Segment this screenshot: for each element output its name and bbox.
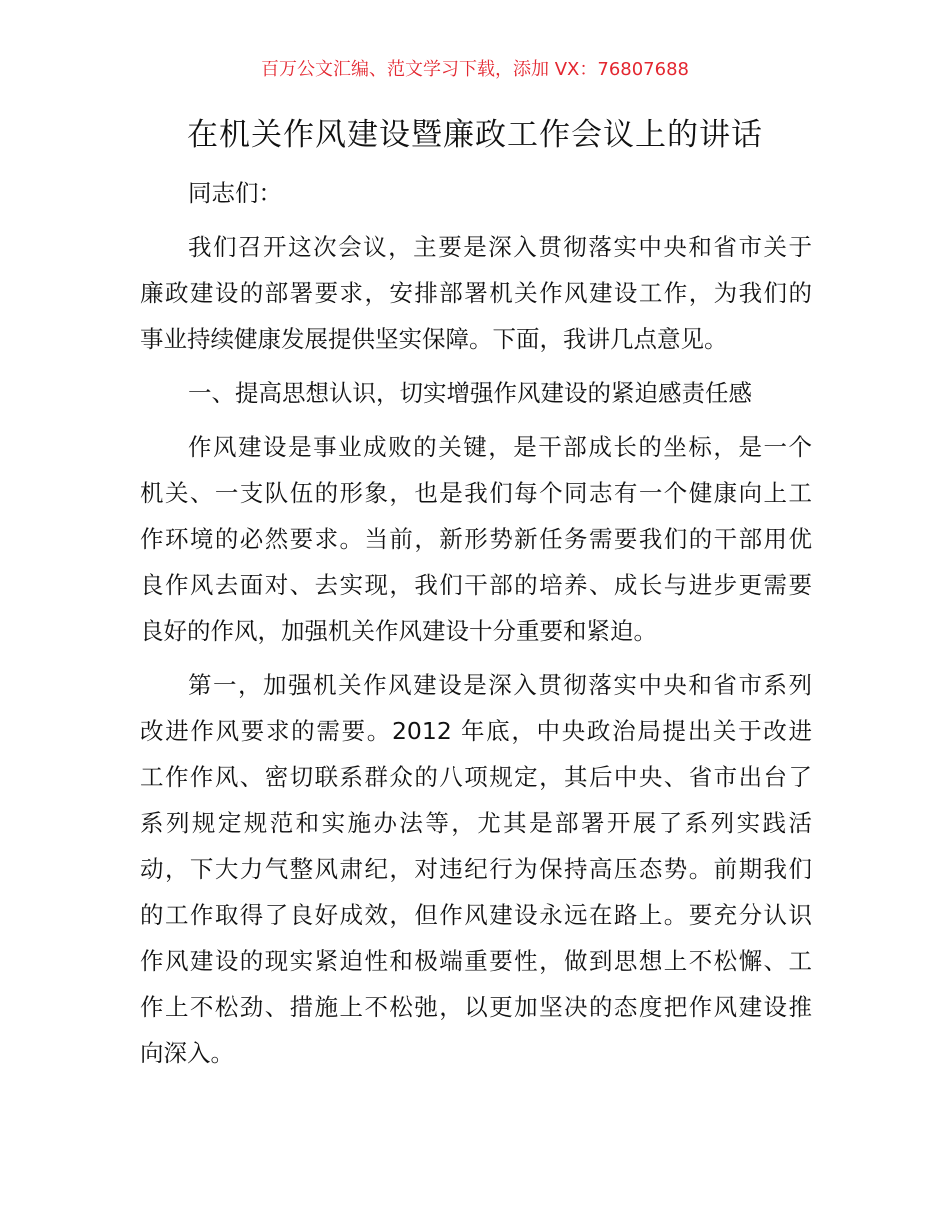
text-line: 向深入。 <box>140 1039 234 1067</box>
paragraphs <box>140 224 812 1076</box>
text-line: 一、提高思想认识，切实增强作风建设的紧迫感责任感 <box>188 379 752 407</box>
text-line: 作风建设的现实紧迫性和极端重要性，做到思想上不松懈、工 <box>140 947 812 975</box>
greeting: 同志们： <box>188 179 282 207</box>
paragraph <box>140 662 812 1076</box>
header-note: 百万公文汇编、范文学习下载，添加 VX：76807688 <box>261 59 689 80</box>
text-line: 工作作风、密切联系群众的八项规定，其后中央、省市出台了 <box>140 763 812 791</box>
text-line: 第一，加强机关作风建设是深入贯彻落实中央和省市系列 <box>188 671 812 699</box>
text-line: 廉政建设的部署要求，安排部署机关作风建设工作，为我们的 <box>140 279 812 307</box>
text-line: 动，下大力气整风肃纪，对违纪行为保持高压态势。前期我们 <box>140 855 812 883</box>
text-line: 事业持续健康发展提供坚实保障。下面，我讲几点意见。 <box>140 325 728 353</box>
text-line: 我们召开这次会议，主要是深入贯彻落实中央和省市关于 <box>188 233 812 261</box>
text-line: 机关、一支队伍的形象，也是我们每个同志有一个健康向上工 <box>140 479 812 507</box>
document-title: 在机关作风建设暨廉政工作会议上的讲话 <box>187 117 763 153</box>
text-line: 的工作取得了良好成效，但作风建设永远在路上。要充分认识 <box>140 901 812 929</box>
paragraph <box>140 424 812 654</box>
text-line: 良作风去面对、去实现，我们干部的培养、成长与进步更需要 <box>140 571 812 599</box>
text-line: 良好的作风，加强机关作风建设十分重要和紧迫。 <box>140 617 657 645</box>
document-body <box>140 170 812 1084</box>
section-heading <box>140 370 812 416</box>
text-line: 作上不松劲、措施上不松弛，以更加坚决的态度把作风建设推 <box>140 993 812 1021</box>
text-line: 系列规定规范和实施办法等，尤其是部署开展了系列实践活 <box>140 809 812 837</box>
text-line: 作环境的必然要求。当前，新形势新任务需要我们的干部用优 <box>140 525 812 553</box>
text-line: 改进作风要求的需要。2012 年底，中央政治局提出关于改进 <box>140 717 812 745</box>
text-line: 作风建设是事业成败的关键，是干部成长的坐标，是一个 <box>188 433 812 461</box>
paragraph <box>140 224 812 362</box>
